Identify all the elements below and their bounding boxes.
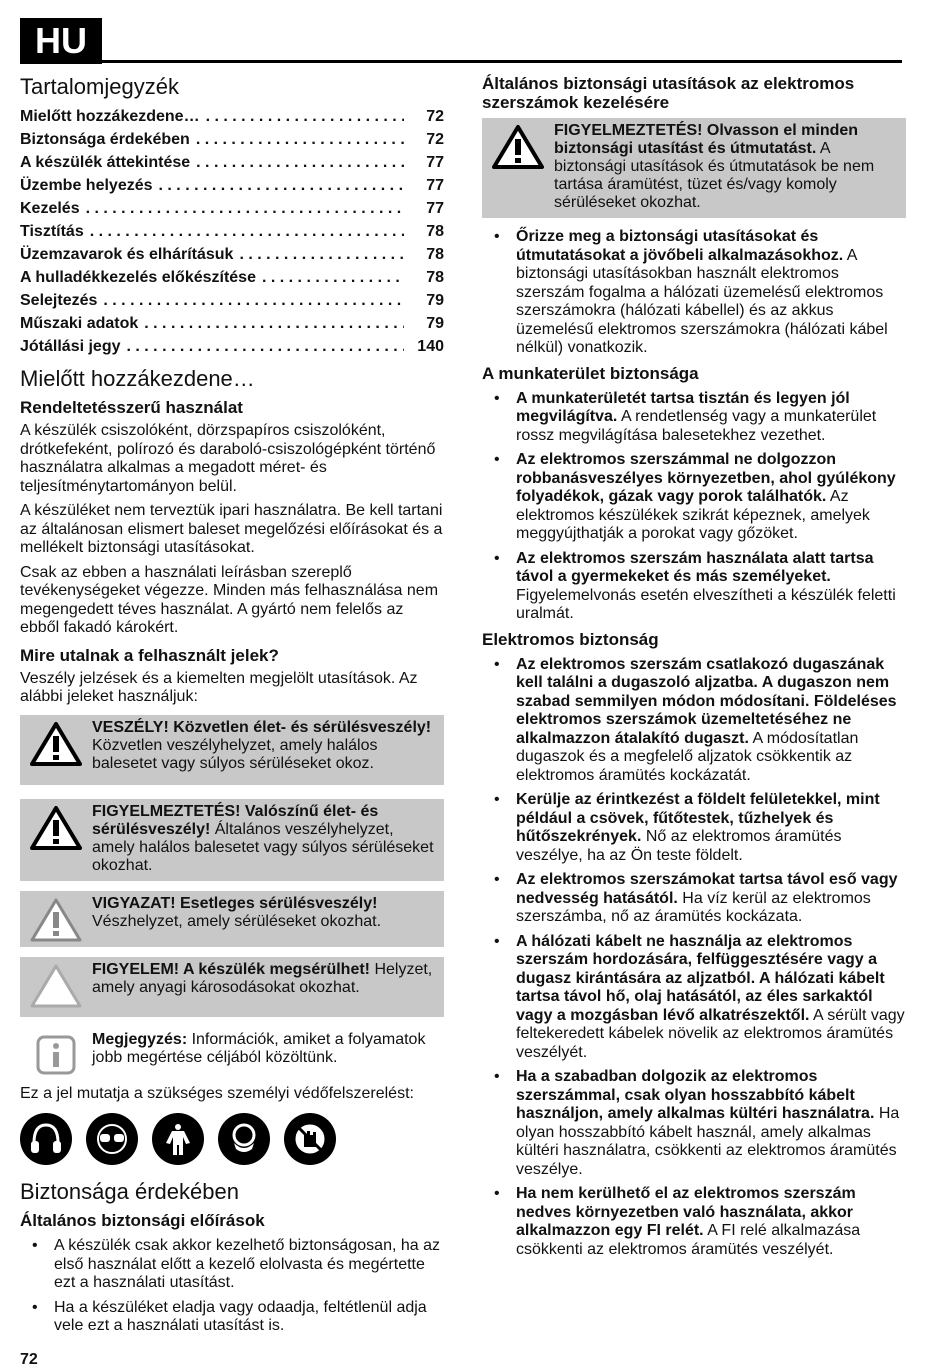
general-rules-list <box>20 1237 444 1336</box>
list-item <box>482 550 906 624</box>
toc-item[interactable] <box>20 174 444 197</box>
toc-item[interactable] <box>20 220 444 243</box>
list-item-bold: Kerülje az érintkezést a földelt felületekkel, mint például a csövek, fűtőtestek, tűzhelyek és hűtőszekrények. <box>516 791 880 845</box>
toc-item[interactable] <box>20 197 444 220</box>
intended-use-p2: A készüléket nem terveztük ipari használatra. Be kell tartani az általánosan elismert baleset megelőzési előírásokat és a mellékelt biztonsági utasításokat. <box>20 502 443 556</box>
toc-leader <box>262 266 404 289</box>
toc-item[interactable] <box>20 151 444 174</box>
header-rule <box>102 60 902 63</box>
toc-title: Tartalomjegyzék <box>20 74 179 99</box>
toc-item-label: Üzembe helyezés <box>20 177 153 194</box>
toc-item[interactable] <box>20 105 444 128</box>
gloves-prohibited-icon <box>284 1113 336 1165</box>
toc-item-label: Tisztítás <box>20 223 84 240</box>
warning-notice <box>20 799 444 881</box>
general-warning-notice <box>482 118 906 218</box>
intended-use-title: Rendeltetésszerű használat <box>20 398 243 417</box>
toc-item[interactable] <box>20 312 444 335</box>
left-column <box>20 74 444 1342</box>
symbols-intro: Veszély jelzések és a kiemelten megjelölt utasítások. Az alábbi jeleket használjuk: <box>20 669 418 705</box>
general-rules-title: Általános biztonsági előírások <box>20 1211 265 1230</box>
right-title: Általános biztonsági utasítások az elektromos szerszámok kezelésére <box>482 74 855 112</box>
list-item-text: Ha olyan hosszabbító kábelt használ, amely alkalmas kültéri használatra, csökkenti az elektromos áramütés veszélye. <box>516 1105 900 1178</box>
toc-item[interactable] <box>20 128 444 151</box>
toc-list <box>20 105 444 358</box>
work-area-title: A munkaterület biztonsága <box>482 363 699 383</box>
toc-item[interactable] <box>20 289 444 312</box>
list-item-bold: Az elektromos szerszámokat tartsa távol eső vagy nedvesség hatásától. <box>516 871 898 907</box>
work-area-list <box>482 390 906 624</box>
toc-leader <box>206 105 404 128</box>
protective-clothing-icon <box>152 1113 204 1165</box>
notice-text: Helyzet, amely anyagi károsodásokat okozhat. <box>92 960 433 996</box>
list-item-text: A módosítatlan dugaszok és a megfelelő aljzatok csökkentik az elektromos áramütés kockázatát. <box>516 729 859 784</box>
toc-item-label: Biztonsága érdekében <box>20 131 190 148</box>
toc-item-label: Műszaki adatok <box>20 315 139 332</box>
toc-item-page: 78 <box>426 269 444 286</box>
toc-item-page: 78 <box>426 246 444 263</box>
list-item-text: Ha víz kerül az elektromos szerszámba, nő az áramütés kockázata. <box>516 889 871 925</box>
list-item-text: Az elektromos készülékek szikrát képeznek, amelyek meggyújthatják a porokat vagy gőzöket. <box>516 488 870 542</box>
toc-item-page: 79 <box>426 315 444 332</box>
notice-heading: FIGYELEM! A készülék megsérülhet! <box>92 960 370 978</box>
toc-item[interactable] <box>20 266 444 289</box>
toc-leader <box>103 289 404 312</box>
right-column <box>482 74 906 1265</box>
list-item <box>482 390 906 446</box>
ppe-icons <box>20 1113 444 1165</box>
notice-text: A biztonsági utasítások és útmutatások be nem tartása áramütést, tüzet és/vagy komoly sérüléseket okozhat. <box>554 140 875 211</box>
list-item <box>482 451 906 544</box>
before-title: Mielőtt hozzákezdene… <box>20 366 255 391</box>
list-item: • Ha a készüléket eladja vagy odaadja, feltétlenül adja vele ezt a használati utasítást is. <box>20 1299 444 1336</box>
dust-mask-icon <box>218 1113 270 1165</box>
danger-warning-icon <box>20 715 92 785</box>
notice-text: Általános veszélyhelyzet, amely halálos balesetet vagy súlyos sérüléseket okozhat. <box>92 820 434 874</box>
list-item <box>482 791 906 865</box>
intended-use-p1: A készülék csiszolóként, dörzspapíros csiszolóként, drótkefeként, polírozó és daraboló-csiszológépként történő használatra alkalmas a megadott méret- és teljesítménytartományon belül. <box>20 422 436 495</box>
list-item-bold: A hálózati kábelt ne használja az elektromos szerszám hordozására, felfüggesztésére vagy a dugasz kirántására az aljzatból. A hálózati kábelt tartsa távol hő, olaj hatásától, az éles sarkaktól vagy a mozgásban lévő alkatrészektől. <box>516 932 885 1024</box>
list-item-text: A biztonsági utasításokban használt elektromos szerszám fogalma a hálózati üzemelésű elektromos szerszámokra (hálózati kábellel) és az akkus üzemelésű elektromos szerszámokra (hálózati kábel nélkül) vonatkozik. <box>516 246 888 356</box>
keep-instructions-list <box>482 228 906 358</box>
note-notice <box>20 1027 444 1077</box>
info-icon <box>20 1027 92 1077</box>
toc-item-page: 72 <box>426 108 444 125</box>
toc-item-label: Kezelés <box>20 200 80 217</box>
toc-item-label: Selejtezés <box>20 292 98 309</box>
list-item-bold: Az elektromos szerszám használata alatt tartsa távol a gyermekeket és más személyeket. <box>516 549 874 585</box>
toc-item-page: 140 <box>417 338 444 355</box>
language-tab: HU <box>20 18 102 64</box>
list-item <box>482 656 906 786</box>
attention-icon <box>20 957 92 1017</box>
toc-item-label: Jótállási jegy <box>20 338 121 355</box>
list-item-text: A sérült vagy feltekeredett kábelek növelik az elektromos áramütés veszélyét. <box>516 1006 905 1061</box>
toc-item[interactable] <box>20 243 444 266</box>
warning-icon <box>482 118 554 218</box>
danger-notice <box>20 715 444 785</box>
list-item-bold: Az elektromos szerszám csatlakozó dugaszának kell találni a dugaszoló aljzatba. A dugaszon nem szabad semmilyen módon módosítani. Földeléses elektromos szerszámok üzemeltetéséhez ne alkalmazzon átalakító dugaszt. <box>516 655 897 747</box>
notice-text: Közvetlen veszélyhelyzet, amely halálos balesetet vagy súlyos sérüléseket okoz. <box>92 736 378 772</box>
toc-item-page: 79 <box>426 292 444 309</box>
toc-item-page: 77 <box>426 200 444 217</box>
caution-icon <box>20 891 92 947</box>
intended-use-p3: Csak az ebben a használati leírásban szereplő tevékenységeket végezze. Minden más felhasználása nem megengedett téves használat. A gyártó nem felelős az ebből fakadó károkért. <box>20 563 439 636</box>
toc-item-label: Mielőtt hozzákezdene… <box>20 108 200 125</box>
list-item <box>482 1068 906 1179</box>
notice-heading: Megjegyzés: <box>92 1030 188 1048</box>
warning-icon <box>20 799 92 881</box>
list-item-bold: Őrizze meg a biztonsági utasításokat és útmutatásokat a jövőbeli alkalmazásokhoz. <box>516 228 844 264</box>
list-item: • A készülék csak akkor kezelhető biztonságosan, ha az első használat előtt a kezelő elolvasta és megértette ezt a használati utasítást. <box>20 1237 444 1293</box>
list-item-bold: A munkaterületét tartsa tisztán és legyen jól megvilágítva. <box>516 389 850 425</box>
toc-item-label: A hulladékkezelés előkészítése <box>20 269 256 286</box>
toc-item[interactable] <box>20 335 444 358</box>
electric-safety-title: Elektromos biztonság <box>482 629 659 649</box>
list-item <box>482 933 906 1063</box>
caution-notice <box>20 891 444 947</box>
toc-item-label: Üzemzavarok és elhárításuk <box>20 246 234 263</box>
page-number: 72 <box>20 1351 38 1368</box>
toc-leader <box>90 220 404 243</box>
eye-protection-icon <box>86 1113 138 1165</box>
list-item-text: Figyelemelvonás esetén elveszítheti a készülék feletti uralmát. <box>516 586 896 622</box>
notice-text: Vészhelyzet, amely sérüléseket okozhat. <box>92 912 382 930</box>
notice-heading: FIGYELMEZTETÉS! Olvasson el minden biztonsági utasítást és útmutatást. <box>554 122 859 157</box>
toc-item-page: 78 <box>426 223 444 240</box>
list-item-bold: Ha nem kerülhető el az elektromos szerszám nedves környezetben való használata, akkor alkalmazzon egy FI relét. <box>516 1185 856 1239</box>
toc-leader <box>144 312 404 335</box>
list-item-bold: Az elektromos szerszámmal ne dolgozzon robbanásveszélyes környezetben, ahol gyúlékony folyadékok, gázak vagy porok találhatók. <box>516 451 896 505</box>
notice-heading: FIGYELMEZTETÉS! Valószínű élet- és sérülésveszély! <box>92 802 379 838</box>
list-item-text: A FI relé alkalmazása csökkenti az elektromos áramütés veszélyét. <box>516 1222 861 1258</box>
electric-safety-list <box>482 656 906 1260</box>
list-item <box>482 228 906 358</box>
ear-protection-icon <box>20 1113 72 1165</box>
list-item-text: A rendetlenség vagy a munkaterület rossz megvilágítása balesetekhez vezethet. <box>516 408 877 444</box>
toc-leader <box>196 128 404 151</box>
toc-item-page: 77 <box>426 154 444 171</box>
toc-item-page: 72 <box>426 131 444 148</box>
ppe-intro: Ez a jel mutatja a szükséges személyi védőfelszerelést: <box>20 1084 414 1102</box>
toc-leader <box>196 151 404 174</box>
toc-item-page: 77 <box>426 177 444 194</box>
toc-leader <box>86 197 404 220</box>
notice-text: Információk, amiket a folyamatok jobb megértése céljából közöltünk. <box>92 1030 426 1066</box>
list-item-text: Nő az elektromos áramütés veszélye, ha az Ön teste földelt. <box>516 828 842 864</box>
safety-title: Biztonsága érdekében <box>20 1179 239 1204</box>
list-item-bold: Ha a szabadban dolgozik az elektromos szerszámmal, csak olyan hosszabbító kábelt használjon, amely alkalmas kültéri használatra. <box>516 1068 875 1122</box>
toc-item-label: A készülék áttekintése <box>20 154 191 171</box>
toc-leader <box>159 174 404 197</box>
toc-leader <box>239 243 404 266</box>
notice-heading: VESZÉLY! Közvetlen élet- és sérülésveszély! <box>92 718 432 736</box>
symbols-title: Mire utalnak a felhasznált jelek? <box>20 645 279 665</box>
list-item <box>482 1185 906 1259</box>
attention-notice <box>20 957 444 1017</box>
notice-heading: VIGYAZAT! Esetleges sérülésveszély! <box>92 894 378 912</box>
list-item <box>482 871 906 927</box>
toc-leader <box>127 335 405 358</box>
